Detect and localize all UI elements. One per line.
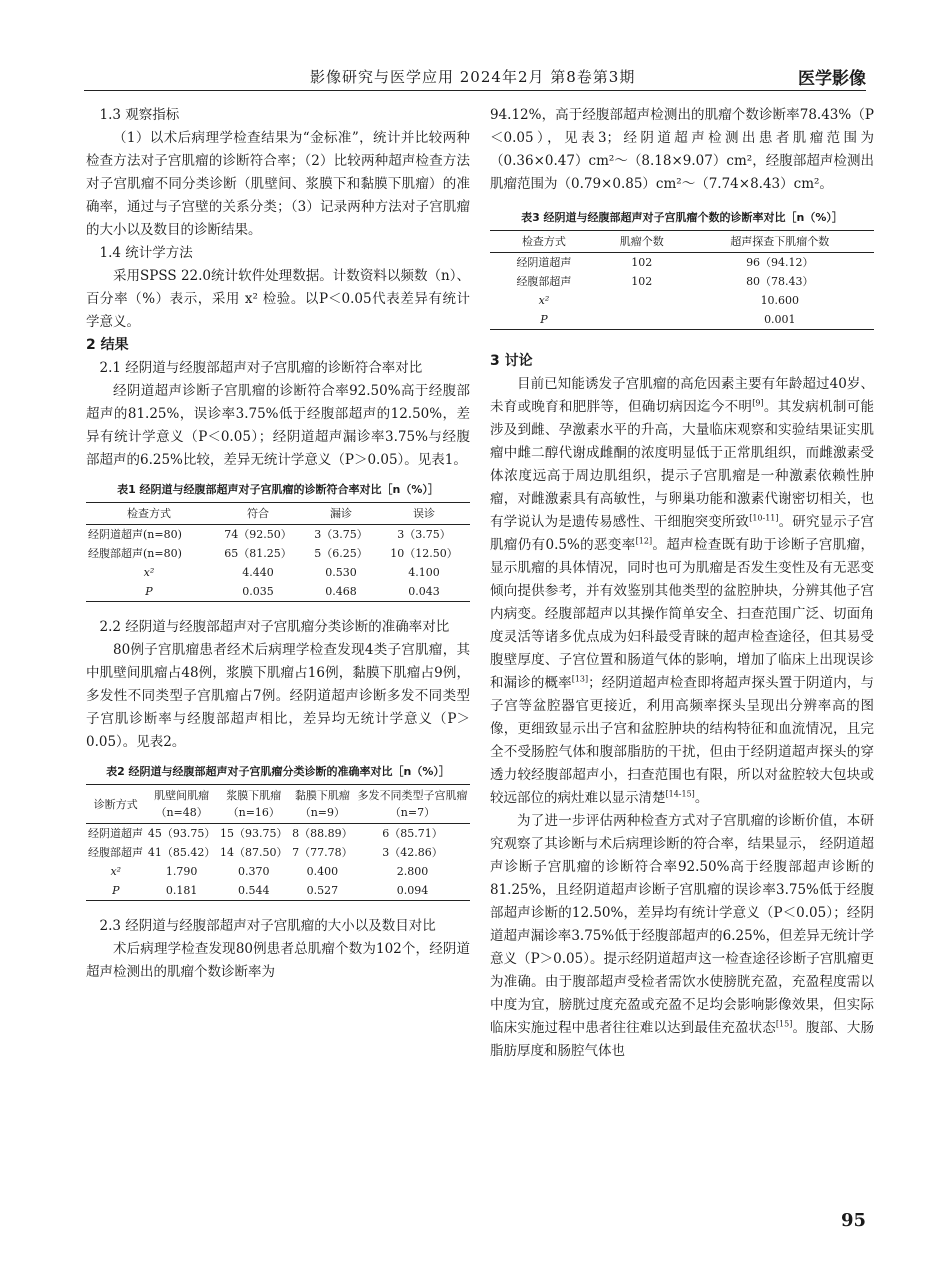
table-row — [86, 881, 470, 901]
table-cell: 2.800 — [396, 865, 429, 878]
table-header-n: （n=48） — [155, 806, 208, 819]
table-row — [86, 525, 470, 545]
table-cell: 7（77.78） — [292, 846, 353, 859]
table-header-cell — [355, 785, 470, 824]
table-header-text: 黏膜下肌瘤 — [294, 789, 350, 802]
table-cell: x² — [110, 865, 122, 878]
discussion-text: 目前已知能诱发子宫肌瘤的高危因素主要有年龄超过40岁、未育或晚育和肥胖等，但确切病因迄今不明 — [490, 376, 874, 415]
table-header-cell: 检查方式 — [490, 231, 598, 253]
table-row — [490, 291, 874, 310]
table-row — [86, 843, 470, 862]
table-header-cell — [218, 785, 290, 824]
discussion-text: ；经阴道超声检查即将超声探头置于阴道内，与子宫等盆腔器官更接近，利用高频率探头呈现出分辨率高的图像，更细致显示出子宫和盆腔肿块的结构特征和血流情况，且完全不受肠腔气体和腹部脂肪的干扰，但由于经阴道超声探头的穿透力较经腹部超声小，扫查范围也有限，所以对盆腔较大包块或较远部位的病灶难以显示清楚 — [490, 675, 875, 806]
table-cell: 4.100 — [408, 566, 440, 579]
section-1-4-title: 1.4 统计学方法 — [99, 245, 193, 261]
table-cell: 0.043 — [378, 582, 470, 602]
table-row — [86, 563, 470, 582]
journal-title: 影像研究与医学应用 2024年2月 第8卷第3期 — [310, 68, 636, 86]
table-cell: 0.001 — [686, 310, 874, 330]
table-cell: 经腹部超声 — [516, 275, 572, 288]
table-cell: 0.400 — [306, 865, 339, 878]
table-cell: 3（3.75） — [314, 528, 368, 541]
section-label: 医学影像 — [798, 69, 866, 89]
table-cell: 0.544 — [218, 881, 290, 901]
table-header-cell: 误诊 — [378, 503, 470, 525]
table-cell: 45（93.75） — [147, 827, 216, 840]
table-row — [86, 582, 470, 602]
section-2-title: 2 结果 — [86, 337, 129, 353]
table-cell: 4.440 — [242, 566, 274, 579]
table-header-text: 浆膜下肌瘤 — [226, 789, 282, 802]
table-1-caption: 表1 经阴道与经腹部超声对子宫肌瘤的诊断符合率对比［n（%）］ — [117, 483, 439, 496]
table-1 — [86, 502, 470, 602]
table-header-cell: 漏诊 — [304, 503, 378, 525]
section-1-4-paragraph: 采用SPSS 22.0统计软件处理数据。计数资料以频数（n）、百分率（%）表示，采用 x² 检验。以P＜0.05代表差异有统计学意义。 — [86, 268, 470, 330]
discussion-text: 为了进一步评估两种检查方式对子宫肌瘤的诊断价值，本研究观察了其诊断与术后病理诊断的符合率，结果显示， 经阴道超声诊断子宫肌瘤的诊断符合率92.50%高于经腹部超声诊断的81.25%，且经阴道超声诊断子宫肌瘤的误诊率3.75%低于经腹部超声诊断的12.50%，差异均有统计学意义（P＜0.05）；经阴道超声漏诊率3.75%低于经腹部超声的6.25%，但差异无统计学意义（P＞0.05）。提示经阴道超声这一检查途径诊断子宫肌瘤更为准确。由于腹部超声受检者需饮水使膀胱充盈，充盈程度需以中度为宜，膀胱过度充盈或充盈不足均会影响影像效果，但实际临床实施过程中患者往往难以达到最佳充盈状态 — [490, 813, 874, 1036]
table-cell: 10.600 — [760, 294, 800, 307]
section-3-title: 3 讨论 — [490, 353, 533, 369]
table-cell — [598, 291, 686, 310]
table-cell: 0.181 — [146, 881, 218, 901]
table-cell: 65（81.25） — [224, 547, 292, 560]
table-header-row — [86, 503, 470, 525]
section-2-3-paragraph: 术后病理学检查发现80例患者总肌瘤个数为102个，经阴道超声检测出的肌瘤个数诊断率为 — [86, 941, 470, 980]
section-2-1-title: 2.1 经阴道与经腹部超声对子宫肌瘤的诊断符合率对比 — [99, 360, 423, 376]
table-header-cell: 符合 — [212, 503, 304, 525]
section-2-3-title: 2.3 经阴道与经腹部超声对子宫肌瘤的大小以及数目对比 — [99, 918, 436, 934]
table-cell: 10（12.50） — [390, 547, 458, 560]
table-cell: 5（6.25） — [314, 547, 368, 560]
table-row — [490, 253, 874, 273]
section-2-2-paragraph: 80例子宫肌瘤患者经术后病理学检查发现4类子宫肌瘤，其中肌壁间肌瘤占48例，浆膜下肌瘤占16例，黏膜下肌瘤占9例，多发性不同类型子宫肌瘤占7例。经阴道超声诊断多发不同类型子宫肌诊断率与经腹部超声相比，差异均无统计学意义（P＞0.05）。见表2。 — [86, 642, 470, 750]
table-cell: 14（87.50） — [220, 846, 288, 859]
citation: [9] — [752, 398, 764, 408]
table-header-text: 肌壁间肌瘤 — [154, 789, 210, 802]
table-header-n: （n=16） — [227, 806, 280, 819]
table-header-row — [86, 785, 470, 824]
table-header-n: （n=7） — [389, 806, 436, 819]
table-row — [86, 824, 470, 844]
table-cell: 102 — [631, 256, 653, 269]
table-cell: 经阴道超声 — [516, 256, 572, 269]
table-cell: 80（78.43） — [746, 275, 814, 288]
table-cell: 0.530 — [325, 566, 357, 579]
table-cell: 74（92.50） — [224, 528, 292, 541]
table-cell: 经阴道超声(n=80) — [88, 528, 182, 541]
table-row — [86, 544, 470, 563]
discussion-text: 。研究显示子宫肌瘤仍有0.5%的恶变率 — [490, 514, 875, 553]
citation: [10-11] — [749, 513, 779, 523]
table-header-cell — [290, 785, 355, 824]
table-cell: 0.035 — [212, 582, 304, 602]
table-header-text: 多发不同类型子宫肌瘤 — [357, 789, 468, 802]
table-cell: 1.790 — [165, 865, 198, 878]
table-row — [490, 272, 874, 291]
table-cell: 15（93.75） — [220, 827, 288, 840]
section-1-3-paragraph: （1）以术后病理学检查结果为“金标准”，统计并比较两种检查方法对子宫肌瘤的诊断符合率；（2）比较两种超声检查方法对子宫肌瘤不同分类诊断（肌壁间、浆膜下和黏膜下肌瘤）的准确率，通过与子宫壁的关系分类；（3）记录两种方法对子宫肌瘤的大小以及数目的诊断结果。 — [86, 130, 470, 238]
table-header-cell: 诊断方式 — [86, 785, 146, 824]
discussion-text: 。腹部、大肠脂肪厚度和肠腔气体也 — [490, 1020, 875, 1059]
discussion-text: 。超声检查既有助于诊断子宫肌瘤，显示肌瘤的具体情况，同时也可为肌瘤是否发生变性及有无恶变倾向提供参考，并有效鉴别其他类型的盆腔肿块，分辨其他子宫内病变。经腹部超声以其操作简单安全、扫查范围广泛、切面角度灵活等诸多优点成为妇科最受青睐的超声检查途径，但其易受腹壁厚度、子宫位置和肠道气体的影响，增加了临床上出现误诊和漏诊的概率 — [490, 537, 875, 691]
table-3-caption: 表3 经阴道与经腹部超声对子宫肌瘤个数的诊断率对比［n（%）］ — [521, 211, 843, 224]
table-cell: 3（3.75） — [397, 528, 451, 541]
section-1-3-title: 1.3 观察指标 — [99, 107, 180, 123]
right-column — [490, 104, 874, 1063]
table-cell: 96（94.12） — [746, 256, 814, 269]
table-header-cell — [146, 785, 218, 824]
continued-paragraph: 94.12%，高于经腹部超声检测出的肌瘤个数诊断率78.43%（P＜0.05），见表3；经阴道超声检测出患者肌瘤范围为（0.36×0.47）cm²～（8.18×9.07）cm²，经腹部超声检测出肌瘤范围为（0.79×0.85）cm²～（7.74×8.43）cm²。 — [490, 107, 874, 192]
citation: [13] — [571, 674, 589, 684]
table-row — [490, 310, 874, 330]
table-cell — [598, 310, 686, 330]
table-cell: P — [86, 582, 212, 602]
table-cell: 6（85.71） — [382, 827, 443, 840]
citation: [15] — [775, 1019, 793, 1029]
table-cell: P — [86, 881, 146, 901]
citation: [12] — [635, 536, 653, 546]
table-cell: 0.468 — [304, 582, 378, 602]
section-2-2-title: 2.2 经阴道与经腹部超声对子宫肌瘤分类诊断的准确率对比 — [99, 619, 450, 635]
running-header — [84, 60, 866, 91]
discussion-text: 。 — [694, 790, 709, 806]
table-cell: 0.370 — [238, 865, 270, 878]
table-cell: 102 — [631, 275, 653, 288]
left-column — [86, 104, 470, 984]
table-cell: 3（42.86） — [382, 846, 443, 859]
table-cell: 经腹部超声 — [88, 846, 143, 859]
table-cell: x² — [538, 294, 550, 307]
table-header-cell: 肌瘤个数 — [598, 231, 686, 253]
discussion-text: 。其发病机制可能涉及到雌、孕激素水平的升高，大量临床观察和实验结果证实肌瘤中雌二醇代谢成雌酮的浓度明显低于正常肌组织，而雌激素受体浓度远高于周边肌组织，提示子宫肌瘤是一种激素依赖性肿瘤，对雌激素具有高敏性，与卵巢功能和激素代谢密切相关，也有学说认为是遗传易感性、干细胞突变所致 — [490, 399, 875, 530]
table-cell: 0.527 — [290, 881, 355, 901]
table-cell: x² — [143, 566, 155, 579]
table-header-n: （n=9） — [299, 806, 346, 819]
table-cell: 8（88.89） — [292, 827, 353, 840]
discussion-paragraph-1 — [490, 373, 874, 810]
table-2-caption: 表2 经阴道与经腹部超声对子宫肌瘤分类诊断的准确率对比［n（%）］ — [106, 765, 450, 778]
discussion-paragraph-2 — [490, 810, 874, 1063]
table-cell: 0.094 — [355, 881, 470, 901]
table-2 — [86, 784, 470, 901]
table-cell: P — [490, 310, 598, 330]
page-number: 95 — [840, 1210, 866, 1231]
table-cell: 经阴道超声 — [88, 827, 143, 840]
table-cell: 经腹部超声(n=80) — [88, 547, 182, 560]
table-header-cell: 超声探查下肌瘤个数 — [686, 231, 874, 253]
table-3 — [490, 230, 874, 330]
table-row — [86, 862, 470, 881]
table-header-row — [490, 231, 874, 253]
table-header-cell: 检查方式 — [86, 503, 212, 525]
table-cell: 41（85.42） — [147, 846, 216, 859]
citation: [14-15] — [665, 789, 695, 799]
section-2-1-paragraph: 经阴道超声诊断子宫肌瘤的诊断符合率92.50%高于经腹部超声的81.25%，误诊率3.75%低于经腹部超声的12.50%，差异有统计学意义（P＜0.05）；经阴道超声漏诊率3.75%与经腹部超声的6.25%比较，差异无统计学意义（P＞0.05）。见表1。 — [86, 383, 470, 468]
